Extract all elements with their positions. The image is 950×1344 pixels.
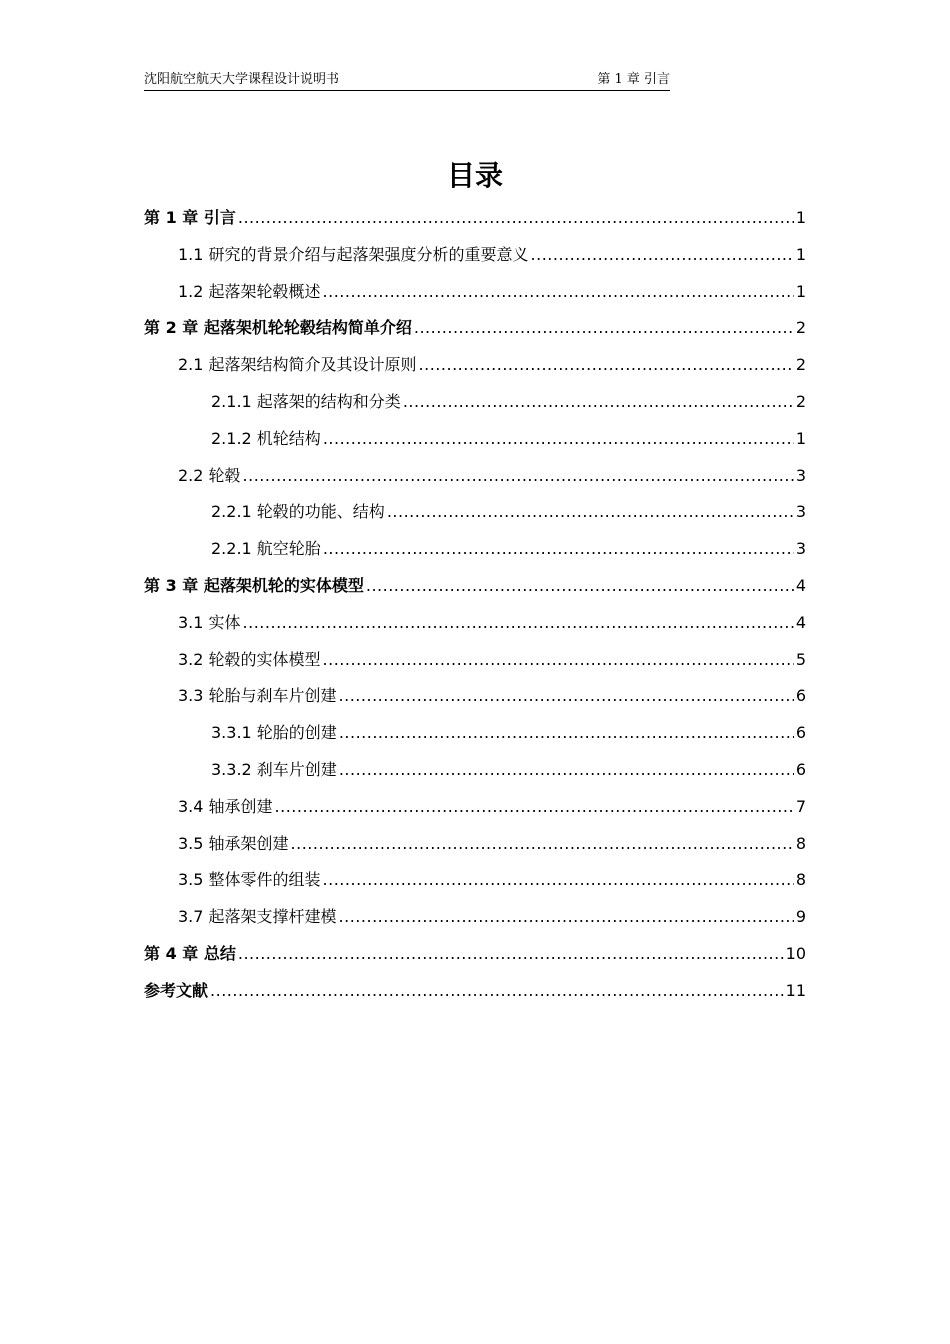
toc-page-number: 6: [795, 723, 806, 743]
toc-entry[interactable]: [144, 200, 806, 237]
toc-dot-leader: [323, 862, 794, 899]
toc-page-number: 8: [795, 870, 806, 890]
toc-dot-leader: [323, 642, 794, 679]
toc-entry-label: 3.4 轴承创建: [178, 796, 273, 816]
toc-page-number: 1: [795, 208, 806, 227]
toc-page-number: 2: [795, 355, 806, 375]
toc-entry[interactable]: [144, 384, 806, 421]
toc-entry-label: 2.1.2 机轮结构: [211, 428, 321, 448]
toc-dot-leader: [291, 826, 794, 863]
toc-dot-leader: [339, 678, 794, 715]
toc-dot-leader: [323, 421, 794, 458]
toc-page-number: 11: [785, 980, 806, 1000]
toc-entry[interactable]: [144, 494, 806, 531]
toc-entry[interactable]: [144, 531, 806, 568]
toc-dot-leader: [339, 715, 794, 752]
toc-dot-leader: [323, 531, 794, 568]
toc-dot-leader: [414, 310, 794, 347]
toc-dot-leader: [210, 973, 784, 1010]
toc-page-number: 2: [795, 318, 806, 338]
toc-entry-label: 参考文献: [144, 980, 209, 1000]
running-header: [144, 70, 670, 91]
toc-entry[interactable]: [144, 568, 806, 605]
toc-entry-label: 第 3 章 起落架机轮的实体模型: [144, 575, 364, 595]
toc-dot-leader: [323, 274, 794, 311]
toc-dot-leader: [275, 789, 794, 826]
toc-dot-leader: [387, 494, 794, 531]
toc-entry-label: 2.2 轮毂: [178, 465, 241, 485]
toc-entry-label: 2.1.1 起落架的结构和分类: [211, 391, 401, 411]
toc-entry-label: 3.1 实体: [178, 612, 241, 632]
toc-page-number: 9: [795, 907, 806, 927]
toc-entry[interactable]: [144, 678, 806, 715]
toc-page-number: 5: [795, 649, 806, 669]
toc-entry[interactable]: [144, 458, 806, 495]
toc-entry[interactable]: [144, 899, 806, 936]
toc-entry-label: 3.3 轮胎与刹车片创建: [178, 686, 337, 706]
toc-entry[interactable]: [144, 826, 806, 863]
toc-page-number: 3: [795, 539, 806, 559]
toc-entry[interactable]: [144, 310, 806, 347]
toc-dot-leader: [243, 458, 794, 495]
toc-page-number: 8: [795, 833, 806, 853]
toc-page-number: 1: [795, 428, 806, 448]
table-of-contents: [144, 200, 806, 1010]
toc-dot-leader: [531, 237, 794, 274]
toc-page-number: 6: [795, 759, 806, 779]
toc-page-number: 1: [795, 244, 806, 264]
toc-entry-label: 3.3.1 轮胎的创建: [211, 723, 337, 743]
toc-dot-leader: [403, 384, 794, 421]
toc-entry-label: 3.3.2 刹车片创建: [211, 759, 337, 779]
toc-entry-label: 第 1 章 引言: [144, 208, 236, 227]
toc-entry-label: 第 2 章 起落架机轮轮毂结构简单介绍: [144, 318, 412, 338]
toc-title: 目录: [446, 159, 503, 192]
toc-entry[interactable]: [144, 421, 806, 458]
toc-dot-leader: [238, 200, 794, 237]
toc-entry[interactable]: [144, 973, 806, 1010]
toc-entry[interactable]: [144, 237, 806, 274]
toc-dot-leader: [419, 347, 794, 384]
toc-entry-label: 2.2.1 轮毂的功能、结构: [211, 502, 385, 522]
toc-page-number: 4: [795, 612, 806, 632]
toc-entry-label: 3.7 起落架支撑杆建模: [178, 907, 337, 927]
toc-dot-leader: [339, 752, 794, 789]
toc-dot-leader: [243, 605, 794, 642]
toc-page-number: 3: [795, 465, 806, 485]
toc-entry-label: 3.5 轴承架创建: [178, 833, 289, 853]
toc-entry[interactable]: [144, 642, 806, 679]
header-left: 沈阳航空航天大学课程设计说明书: [144, 72, 340, 87]
toc-entry-label: 3.2 轮毂的实体模型: [178, 649, 321, 669]
toc-entry[interactable]: [144, 936, 806, 973]
toc-entry[interactable]: [144, 274, 806, 311]
toc-entry-label: 第 4 章 总结: [144, 943, 236, 963]
toc-page-number: 4: [795, 575, 806, 595]
toc-entry-label: 2.1 起落架结构简介及其设计原则: [178, 355, 417, 375]
toc-entry-label: 1.1 研究的背景介绍与起落架强度分析的重要意义: [178, 244, 529, 264]
toc-entry[interactable]: [144, 605, 806, 642]
toc-page-number: 2: [795, 391, 806, 411]
toc-page-number: 7: [795, 796, 806, 816]
toc-entry[interactable]: [144, 862, 806, 899]
toc-entry-label: 2.2.1 航空轮胎: [211, 539, 321, 559]
toc-dot-leader: [238, 936, 784, 973]
toc-entry[interactable]: [144, 789, 806, 826]
toc-entry-label: 3.5 整体零件的组装: [178, 870, 321, 890]
toc-page-number: 10: [785, 943, 806, 963]
toc-page-number: 6: [795, 686, 806, 706]
toc-entry[interactable]: [144, 752, 806, 789]
header-right: 第 1 章 引言: [597, 72, 670, 87]
toc-entry-label: 1.2 起落架轮毂概述: [178, 281, 321, 301]
toc-page-number: 1: [795, 281, 806, 301]
toc-entry[interactable]: [144, 347, 806, 384]
toc-dot-leader: [339, 899, 794, 936]
toc-dot-leader: [366, 568, 794, 605]
toc-page-number: 3: [795, 502, 806, 522]
toc-entry[interactable]: [144, 715, 806, 752]
